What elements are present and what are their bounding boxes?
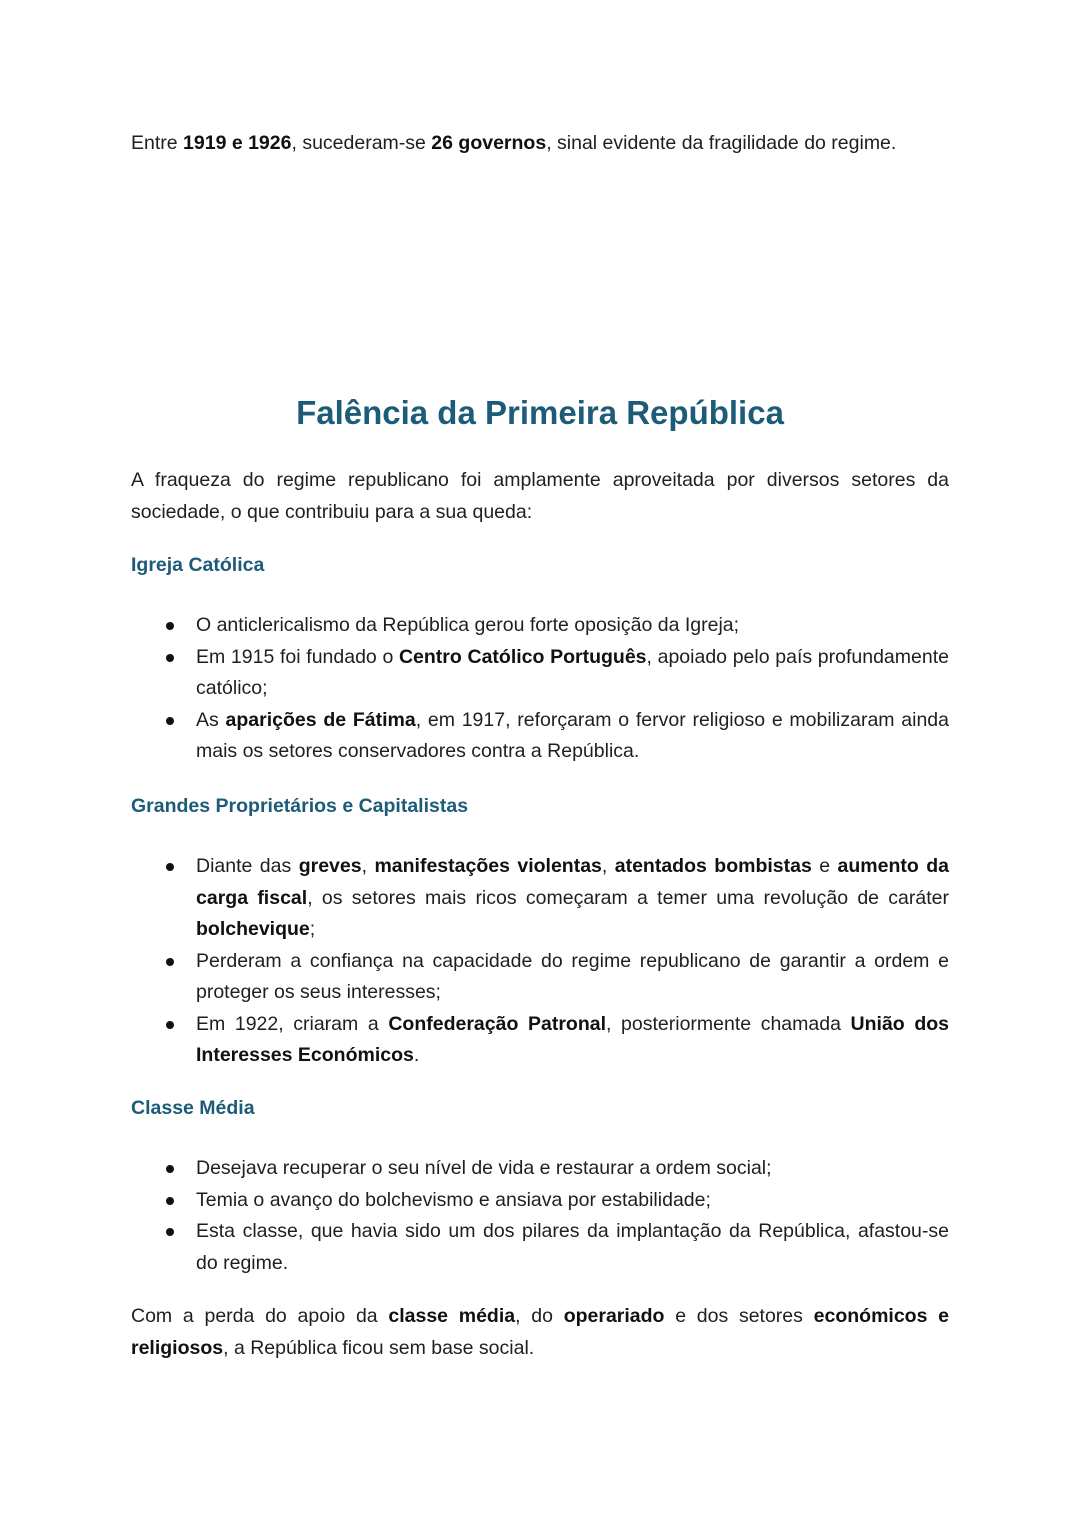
lead-paragraph: A fraqueza do regime republicano foi amplamente aproveitada por diversos setores da sociedade, o que contribuiu para a sua queda: [131,469,949,523]
item-text: Em 1922, criaram a [196,1012,389,1035]
item-bold: aumento da carga fiscal [196,855,949,909]
intro-text: , sinal evidente da fragilidade do regime. [546,132,897,154]
item-bold: Centro Católico Português [398,645,647,668]
bullet-icon [166,654,174,662]
item-text: . [413,1044,420,1066]
section-list-proprietarios [131,851,949,1072]
closing-bold: operariado [563,1305,665,1327]
item-text: , os setores mais ricos começaram a temer uma revolução de caráter [307,886,949,909]
list-item [131,851,949,946]
item-text: , [601,855,615,877]
list-item [131,610,949,642]
item-text: Diante das [196,855,299,877]
page-title: Falência da Primeira República [296,394,784,431]
list-item [131,1216,949,1279]
closing-bold: classe média [388,1305,516,1327]
closing-bold: económicos e religiosos [131,1305,949,1359]
closing-text: , a República ficou sem base social. [223,1336,535,1359]
list-item [131,642,949,705]
section-list-classe-media [131,1153,949,1279]
list-item [131,946,949,1009]
item-bold: bolchevique [196,918,310,940]
item-text: O anticlericalismo da República gerou forte oposição da Igreja; [196,614,740,636]
bullet-icon [166,1165,174,1173]
section-heading-igreja: Igreja Católica [131,554,265,576]
item-text: As [196,708,226,731]
list-item [131,705,949,768]
item-text: , em 1917, reforçaram o fervor religioso e mobilizaram ainda mais os setores conservadores contra a República. [196,708,949,762]
section-heading-classe-media: Classe Média [131,1097,255,1119]
intro-years: 1919 e 1926 [183,132,292,154]
intro-text: , sucederam-se [291,132,432,154]
bullet-icon [166,958,174,966]
bullet-icon [166,1021,174,1029]
item-bold: União dos Interesses Económicos [196,1012,949,1066]
list-item [131,1153,949,1185]
bullet-icon [166,1197,174,1205]
section-heading-proprietarios: Grandes Proprietários e Capitalistas [131,795,469,817]
item-bold: atentados bombistas [614,855,812,877]
closing-text: Com a perda do apoio da [131,1305,389,1327]
item-text: ; [309,918,316,940]
item-bold: manifestações violentas [374,855,602,877]
item-bold: greves [298,855,362,877]
item-text: Desejava recuperar o seu nível de vida e restaurar a ordem social; [196,1157,772,1179]
list-item [131,1009,949,1072]
item-text: Esta classe, que havia sido um dos pilares da implantação da República, afastou-se do regime. [196,1220,949,1274]
closing-text: e dos setores [664,1305,814,1327]
intro-paragraph [131,128,949,160]
item-text: , [361,855,375,877]
closing-paragraph [131,1301,949,1364]
item-text: Perderam a confiança na capacidade do regime republicano de garantir a ordem e proteger os seus interesses; [196,949,949,1003]
item-bold: Confederação Patronal [388,1012,607,1035]
item-text: e [811,855,838,877]
bullet-icon [166,1228,174,1236]
section-list-igreja [131,610,949,768]
bullet-icon [166,717,174,725]
intro-text: Entre [131,132,184,154]
bullet-icon [166,863,174,871]
item-bold: aparições de Fátima [225,708,416,731]
intro-governments: 26 governos [431,132,547,154]
bullet-icon [166,622,174,630]
item-text: , posteriormente chamada [606,1012,851,1035]
item-text: Em 1915 foi fundado o [196,645,399,668]
closing-text: , do [515,1305,564,1327]
list-item [131,1185,949,1217]
item-text: Temia o avanço do bolchevismo e ansiava por estabilidade; [196,1188,711,1211]
item-text: , apoiado pelo país profundamente católico; [196,645,949,699]
